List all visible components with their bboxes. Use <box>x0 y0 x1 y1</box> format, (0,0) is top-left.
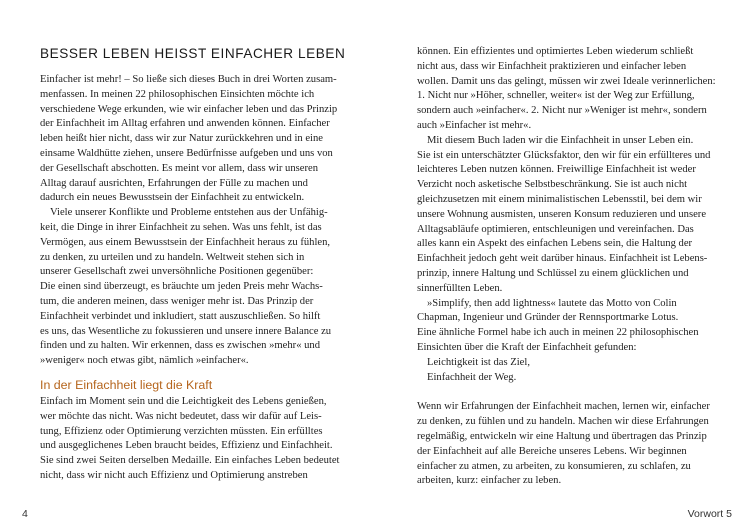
text-line: Mit diesem Buch laden wir die Einfachheit in unser Leben ein. <box>427 134 694 146</box>
text-line: Alltagsabläufe optimieren, entschleunigen und vereinfachen. Das <box>417 223 694 235</box>
text-line: wer möchte das nicht. Was nicht bedeutet, dass wir dafür auf Leis- <box>40 410 322 422</box>
text-line: alles kann ein Aspekt des einfachen Lebens sein, die Haltung der <box>417 238 693 250</box>
text-line: der Gesellschaft abschotten. Es meint vor allem, dass wir unseren <box>40 162 319 174</box>
text-line: können. Ein effizientes und optimiertes Leben wiederum schließt <box>417 46 694 57</box>
text-line: zu denken, zu urteilen und zu handeln. Weltweit stehen sich in <box>40 251 305 263</box>
text-line: der Einfachheit auf alle Bereiche unseres Lebens. Wir beginnen <box>417 445 687 457</box>
paragraph <box>417 45 722 134</box>
right-page <box>375 0 750 530</box>
text-line: Einfachheit verbindet und inkludiert, statt auszuschließen. So hilft <box>40 310 321 322</box>
text-line: Wenn wir Erfahrungen der Einfachheit machen, lernen wir, einfacher <box>417 401 710 413</box>
text-line: sondern auch »einfacher«. 2. Nicht nur »Weniger ist mehr«, sondern <box>417 105 707 117</box>
text-line: keit, die Dinge in ihrer Einfachheit zu sehen. Was uns fehlt, ist das <box>40 221 322 233</box>
text-line: nicht, dass wir nicht auch Effizienz und Optimierung anstreben <box>40 469 308 481</box>
text-line: Eine ähnliche Formel habe ich auch in meinen 22 philosophischen <box>417 327 699 339</box>
paragraph <box>40 73 345 206</box>
text-line: Alltag darauf ausrichten, Erfahrungen der Fülle zu machen und <box>40 177 308 189</box>
text-line: tum, die anderen meinen, dass weniger mehr ist. Das Prinzip der <box>40 295 314 307</box>
text-line: regelmäßig, entwickeln wir eine Haltung und übertragen das Prinzip <box>417 430 707 442</box>
text-line: Einsichten über die Kraft der Einfachheit gefunden: <box>417 341 637 353</box>
paragraph <box>417 297 722 356</box>
quote-line: Leichtigkeit ist das Ziel, <box>427 356 530 368</box>
footer-section-label: Vorwort <box>687 508 724 520</box>
text-line: unsere Wohnung ausmisten, unseren Konsum reduzieren und unsere <box>417 208 707 220</box>
text-line: tung, Effizienz oder Optimierung verzichten müssten. Ein erfülltes <box>40 425 323 437</box>
text-line: der Einfachheit im Alltag erfahren und anwenden können. Einfacher <box>40 118 330 130</box>
text-line: unserer Gesellschaft zwei unversöhnliche Positionen gegenüber: <box>40 266 314 278</box>
text-line: gleichzusetzen mit einem minimalistischen Lebensstil, bei dem wir <box>417 193 702 205</box>
text-line: »Simplify, then add lightness« lautete das Motto von Colin <box>427 297 677 309</box>
paragraph <box>417 400 722 489</box>
spacer <box>417 385 722 400</box>
text-line: Viele unserer Konflikte und Probleme entstehen aus der Unfähig- <box>50 207 328 219</box>
text-line: Sie sind zwei Seiten derselben Medaille. Ein einfaches Leben bedeutet <box>40 455 340 467</box>
text-line: zu denken, zu fühlen und zu handeln. Machen wir diese Erfahrungen <box>417 416 709 428</box>
page-number: 4 <box>22 508 28 520</box>
paragraph <box>40 395 345 484</box>
section-subheading: In der Einfachheit liegt die Kraft <box>40 377 213 392</box>
text-line: einsame Waldhütte ziehen, unsere Bedürfnisse aufgeben und uns von <box>40 147 333 159</box>
text-line: nicht aus, dass wir Einfachheit praktizieren und einfacher leben <box>417 60 687 72</box>
page-footer <box>688 508 732 520</box>
text-line: dadurch ein neues Bewusstsein der Einfachheit zu entwickeln. <box>40 192 305 204</box>
paragraph <box>417 134 722 297</box>
text-line: Vermögen, aus einem Bewusstsein der Einfachheit heraus zu fühlen, <box>40 236 331 248</box>
text-line: menfassen. In meinen 22 philosophischen Einsichten möchte ich <box>40 88 315 100</box>
text-line: prinzip, innere Haltung und Schlüssel zu einem glücklichen und <box>417 267 689 279</box>
page-number: 5 <box>726 508 732 520</box>
text-line: auch »Einfacher ist mehr«. <box>417 119 532 131</box>
text-line: Einfacher ist mehr! – So ließe sich dieses Buch in drei Worten zusam- <box>40 74 337 85</box>
text-line: verschiedene Wege erkunden, wie wir einfacher leben und das Prinzip <box>40 103 338 115</box>
text-line: einfacher zu atmen, zu arbeiten, zu konsumieren, zu schlafen, zu <box>417 460 691 472</box>
chapter-title: BESSER LEBEN HEISST EINFACHER LEBEN <box>40 46 346 61</box>
text-line: leben heißt hier nicht, dass wir zur Natur zurückkehren und in eine <box>40 133 323 145</box>
text-line: Einfachheit jedoch geht weit darüber hinaus. Einfachheit ist Lebens- <box>417 253 708 265</box>
text-line: Sie ist ein unterschätzter Glücksfaktor, den wir für ein erfüllteres und <box>417 149 711 161</box>
right-page-content <box>417 45 722 489</box>
text-line: arbeiten, kurz: einfacher zu leben. <box>417 475 562 487</box>
block-quote <box>417 356 722 386</box>
text-line: finden und zu halten. Wir erkennen, dass es zwischen »mehr« und <box>40 340 321 352</box>
quote-line: Einfachheit der Weg. <box>427 371 517 383</box>
text-line: leichteres Leben nutzen können. Freiwillige Einfachheit ist weder <box>417 164 696 176</box>
text-line: Die einen sind überzeugt, es bräuchte um jeden Preis mehr Wachs- <box>40 281 323 293</box>
text-line: 1. Nicht nur »Höher, schneller, weiter« ist der Weg zur Erfüllung, <box>417 90 695 102</box>
text-line: und ausgeglichenes Leben braucht beides, Effizienz und Einfachheit. <box>40 440 333 452</box>
left-page-content <box>40 45 345 484</box>
text-line: Chapman, Ingenieur und Gründer der Rennsportmarke Lotus. <box>417 312 679 324</box>
paragraph <box>40 206 345 369</box>
text-line: »weniger« noch etwas gibt, nämlich »einfacher«. <box>40 355 249 367</box>
text-line: Einfach im Moment sein und die Leichtigkeit des Lebens genießen, <box>40 395 327 407</box>
text-line: sinnerfüllten Leben. <box>417 282 503 294</box>
text-line: es uns, das Wesentliche zu fokussieren und unsere innere Balance zu <box>40 325 332 337</box>
text-line: wollen. Damit uns das gelingt, müssen wir zwei Ideale verinnerlichen: <box>417 75 716 87</box>
text-line: Verzicht noch asketische Selbstbeschränkung. Sie ist auch nicht <box>417 179 688 191</box>
